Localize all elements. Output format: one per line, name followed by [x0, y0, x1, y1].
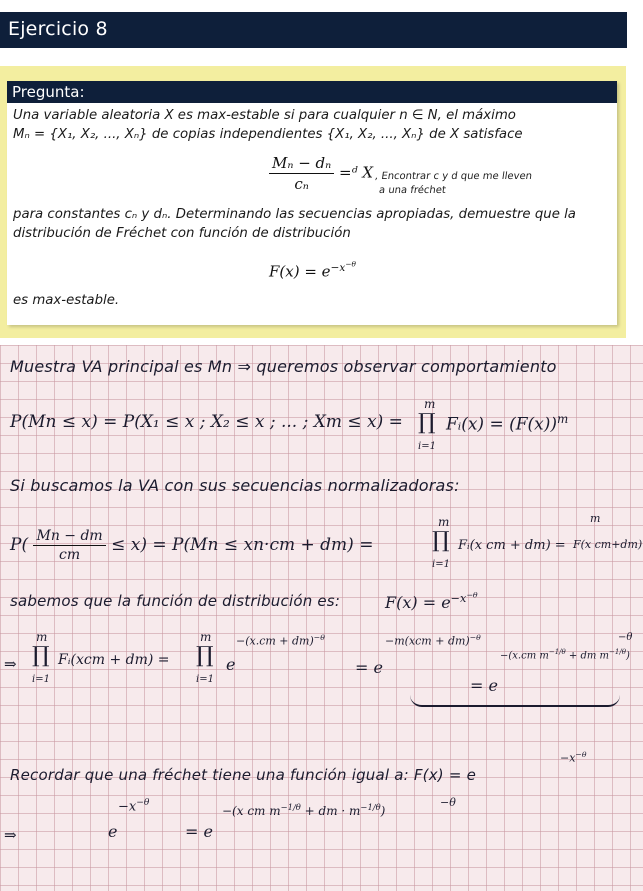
eq4-arrow: ⇒ — [4, 826, 17, 844]
handwritten-note-line-2: a una fréchet — [378, 185, 447, 196]
formula-lhs: F(x) = e — [269, 262, 331, 281]
eq3-e2-exp-text: −m(xcm + dm) — [385, 634, 470, 648]
eq3-e3-exp-a: −1/θ — [548, 648, 566, 656]
eq2-open: P( — [10, 535, 29, 555]
question-line-2: Mₙ = {X₁, X₂, ..., Xₙ} de copias independientes {X₁, X₂, ..., Xₙ} de X satisface — [13, 127, 523, 142]
note-line-7-exponent — [560, 750, 587, 765]
frechet-formula — [269, 259, 356, 281]
handwritten-note-line-1: , Encontrar c y d que me lleven — [374, 171, 533, 182]
eq3-e1-exp-text: −(x.cm + dm) — [236, 634, 314, 648]
eq2-rhs-2-exponent: m — [590, 512, 601, 525]
max-stable-condition — [269, 154, 373, 193]
condition-numerator: Mₙ − dₙ — [269, 154, 334, 174]
eq3-e1-exponent — [236, 633, 325, 648]
eq3-e3-exp-d: ) — [625, 650, 630, 662]
eq4-rhs-exp-b: + dm · m — [300, 804, 361, 818]
question-line-5: es max-estable. — [13, 293, 120, 308]
eq2-rhs-2-text: F(x cm+dm) — [573, 538, 643, 551]
formula-exponent-2: −θ — [345, 259, 356, 268]
eq3-prod-bottom: i=1 — [32, 674, 50, 685]
eq4-rhs-e: = e — [185, 822, 213, 841]
underbrace — [410, 695, 620, 707]
eq3-e2: = e — [355, 658, 383, 677]
frechet-cdf-lhs: F(x) = e — [385, 593, 451, 613]
eq3-term-a: Fᵢ(xcm + dm) = — [58, 652, 170, 668]
note-line-3: Si buscamos la VA con sus secuencias normalizadoras: — [10, 476, 460, 495]
eq4-rhs-exp-d: ) — [380, 804, 386, 818]
eq1-rhs-text: Fᵢ(x) = (F(x)) — [446, 414, 558, 435]
eq3-e1-exp-2: −θ — [313, 633, 325, 642]
eq4-rhs-exp-a: −1/θ — [280, 802, 301, 812]
eq3-prod-top: m — [36, 630, 48, 644]
condition-denominator: cₙ — [294, 175, 309, 193]
eq1-lhs: P(Mn ≤ x) = P(X₁ ≤ x ; X₂ ≤ x ; ... ; Xm ≤ x) = — [10, 412, 403, 432]
eq1-prod-bottom: i=1 — [418, 441, 436, 452]
eq2-numerator: Mn − dm — [33, 528, 105, 546]
note-equation-2 — [10, 528, 373, 563]
condition-relation: =ᵈ X — [339, 163, 374, 182]
eq3-prod-symbol: ∏ — [32, 643, 50, 668]
eq4-lhs-exp-text: −x — [118, 799, 137, 815]
eq4-rhs-exponent-2: −θ — [440, 796, 456, 809]
eq4-lhs-exp-2: −θ — [136, 798, 150, 808]
question-line-1: Una variable aleatoria X es max-estable si para cualquier n ∈ N, el máximo — [13, 108, 516, 123]
eq3-e3-exp-c: −1/θ — [609, 648, 626, 656]
note-line-1: Muestra VA principal es Mn ⇒ queremos observar comportamiento — [10, 357, 557, 376]
eq3-e2-exp-2: −θ — [469, 633, 481, 642]
eq1-prod-top: m — [424, 397, 436, 411]
note-equation-1 — [10, 412, 403, 432]
eq3-e1: e — [226, 655, 236, 674]
eq1-rhs-exponent: m — [557, 412, 569, 426]
question-line-3: para constantes cₙ y dₙ. Determinando las secuencias apropiadas, demuestre que la — [13, 207, 576, 222]
eq4-rhs-exponent — [222, 802, 385, 818]
eq3-prod2-symbol: ∏ — [196, 643, 214, 668]
eq3-e2-exponent — [385, 633, 481, 648]
eq2-prod-bottom: i=1 — [432, 559, 450, 570]
eq4-lhs-exponent — [118, 798, 149, 814]
eq3-e3-exp-b: + dm m — [565, 650, 610, 662]
eq2-rhs: Fᵢ(x cm + dm) = — [458, 538, 566, 553]
eq4-rhs-exp-c: −1/θ — [360, 802, 381, 812]
header-bar — [0, 12, 627, 48]
eq3-e3-exponent — [500, 648, 630, 661]
eq2-rhs-2 — [573, 538, 642, 551]
eq2-middle: ≤ x) = P(Mn ≤ xn·cm + dm) = — [111, 535, 374, 555]
eq2-prod-top: m — [438, 515, 450, 529]
eq2-denominator: cm — [59, 547, 81, 563]
eq4-rhs-exp-text: −(x cm m — [222, 804, 281, 818]
note-line-7-exp-2: −θ — [575, 750, 587, 759]
eq1-prod-symbol: ∏ — [418, 410, 436, 435]
frechet-cdf-exp: −x — [450, 591, 467, 605]
question-label: Pregunta: — [12, 83, 85, 101]
eq3-e3: = e — [470, 676, 498, 695]
note-frechet-cdf — [385, 590, 478, 612]
eq3-prod2-bottom: i=1 — [196, 674, 214, 685]
eq1-rhs — [446, 412, 568, 435]
eq4-lhs-e: e — [108, 822, 118, 841]
note-line-5: sabemos que la función de distribución es: — [10, 592, 341, 610]
eq2-fraction — [33, 528, 105, 563]
eq3-e3-exp-text: −(x.cm m — [500, 650, 549, 662]
page-title: Ejercicio 8 — [8, 18, 108, 40]
question-header — [7, 81, 617, 103]
eq2-prod-symbol: ∏ — [432, 528, 450, 553]
frechet-cdf-exp-2: −θ — [466, 590, 478, 599]
question-box — [7, 81, 617, 325]
formula-exponent: −x — [330, 261, 346, 274]
condition-fraction — [269, 154, 334, 193]
eq3-e3-exponent-2: −θ — [618, 632, 633, 643]
eq3-prod2-top: m — [200, 630, 212, 644]
question-line-4: distribución de Fréchet con función de distribución — [13, 226, 351, 241]
note-line-7-exp-text: −x — [560, 751, 576, 765]
note-line-7: Recordar que una fréchet tiene una función igual a: F(x) = e — [10, 766, 476, 784]
eq3-arrow: ⇒ — [4, 655, 17, 673]
